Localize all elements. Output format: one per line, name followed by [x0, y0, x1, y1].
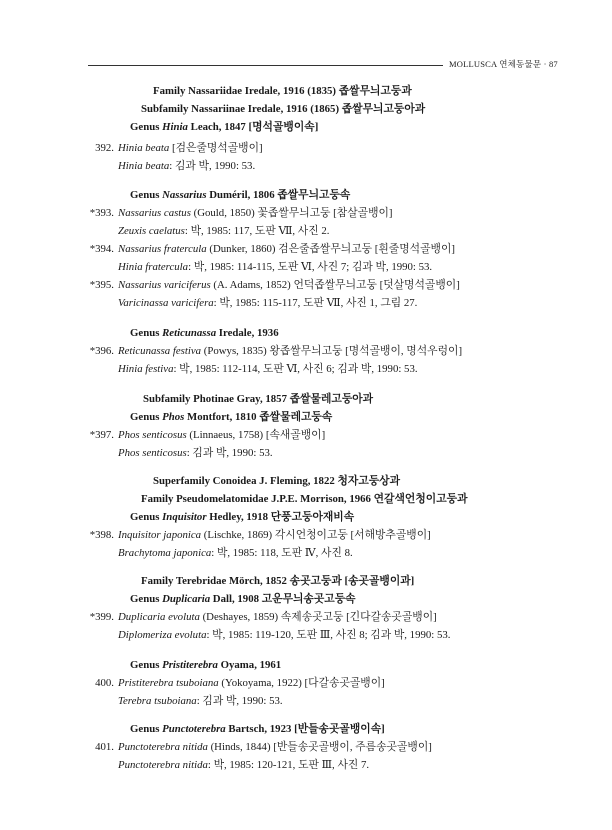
synonym-citation: : 박, 1985: 118, 도판 Ⅳ, 사진 8. [211, 547, 353, 559]
genus-name: Inquisitor [162, 511, 207, 523]
species-entry [118, 242, 455, 256]
genus-heading [130, 188, 350, 202]
synonym-name: Phos senticosus [118, 447, 187, 459]
genus-heading [130, 510, 354, 524]
species-details: (Dunker, 1860) 검은줄좁쌀무늬고둥 [흰줄명석골뱅이] [206, 243, 455, 255]
genus-authority: Duméril, 1806 [206, 189, 278, 201]
taxon-heading [143, 392, 373, 406]
species-details: (Hinds, 1844) [반들송곳골뱅이, 주름송곳골뱅이] [207, 741, 432, 753]
species-entry [118, 740, 432, 754]
genus-prefix: Genus [130, 189, 163, 201]
species-details: (A. Adams, 1852) 언덕좁쌀무늬고둥 [덧살명석골뱅이] [210, 279, 460, 291]
synonym-reference [118, 296, 417, 310]
species-name: Nassarius castus [118, 207, 191, 219]
genus-name: Pristiterebra [162, 659, 218, 671]
heading-text: Family Pseudomelatomidae J.P.E. Morrison, 1966 [141, 493, 374, 505]
species-name: Inquisitor japonica [118, 529, 202, 541]
taxon-heading [141, 492, 468, 506]
species-name: Nassarius fratercula [118, 243, 207, 255]
synonym-citation: : 김과 박, 1990: 53. [169, 160, 256, 172]
synonym-reference [118, 159, 255, 173]
species-details: (Powys, 1835) 왕좁쌀무늬고둥 [명석골뱅이, 명석우렁이] [201, 345, 463, 357]
species-details: [검은줄명석골뱅이] [169, 142, 263, 154]
entry-number: 401. [95, 741, 114, 753]
genus-heading [130, 120, 318, 134]
species-entry [118, 206, 393, 220]
heading-korean: 연갈색언청이고둥과 [373, 493, 468, 505]
species-entry [118, 141, 263, 155]
synonym-name: Varicinassa varicifera [118, 297, 214, 309]
heading-text: Family Terebridae Mörch, 1852 [141, 575, 290, 587]
species-name: Nassarius variciferus [118, 279, 211, 291]
heading-korean: 송곳고둥과 [송곳골뱅이과] [289, 575, 415, 587]
synonym-name: Zeuxis caelatus [118, 225, 185, 237]
entry-number: 400. [95, 677, 114, 689]
species-entry [118, 344, 462, 358]
genus-prefix: Genus [130, 659, 163, 671]
running-header: MOLLUSCA 연체동물문 · 87 [449, 59, 558, 69]
synonym-reference [118, 260, 432, 274]
taxon-heading [153, 84, 412, 98]
species-entry [118, 278, 460, 292]
genus-prefix: Genus [130, 511, 163, 523]
synonym-name: Hinia festiva [118, 363, 174, 375]
genus-prefix: Genus [130, 327, 163, 339]
genus-korean: 좁쌀무늬고둥속 [277, 189, 351, 201]
synonym-reference [118, 362, 418, 376]
entry-number: *395. [89, 279, 114, 291]
species-name: Punctoterebra nitida [118, 741, 208, 753]
species-name: Reticunassa festiva [118, 345, 202, 357]
genus-heading [130, 722, 385, 736]
genus-heading [130, 592, 356, 606]
genus-prefix: Genus [130, 593, 163, 605]
genus-prefix: Genus [130, 723, 163, 735]
synonym-citation: : 박, 1985: 112-114, 도판 Ⅵ, 사진 6; 김과 박, 1990: 53. [173, 363, 418, 375]
entry-number: *394. [89, 243, 114, 255]
synonym-reference [118, 446, 273, 460]
synonym-citation: : 박, 1985: 115-117, 도판 Ⅶ, 사진 1, 그림 27. [213, 297, 418, 309]
heading-korean: 좁쌀무늬고둥아과 [341, 103, 426, 115]
genus-korean: 고운무늬송곳고둥속 [261, 593, 356, 605]
species-entry [118, 610, 437, 624]
synonym-reference [118, 546, 353, 560]
synonym-reference [118, 224, 329, 238]
genus-authority: Leach, 1847 [187, 121, 249, 133]
genus-name: Reticunassa [162, 327, 217, 339]
synonym-citation: : 박, 1985: 119-120, 도판 Ⅲ, 사진 8; 김과 박, 1990: 53. [206, 629, 451, 641]
genus-name: Duplicaria [162, 593, 211, 605]
species-details: (Yokoyama, 1922) [다갈송곳골뱅이] [218, 677, 385, 689]
synonym-name: Brachytoma japonica [118, 547, 212, 559]
synonym-citation: : 박, 1985: 114-115, 도판 Ⅵ, 사진 7; 김과 박, 1990: 53. [188, 261, 433, 273]
genus-heading [130, 326, 279, 340]
heading-text: Subfamily Photinae Gray, 1857 [143, 393, 290, 405]
genus-name: Hinia [162, 121, 188, 133]
synonym-citation: : 김과 박, 1990: 53. [196, 695, 283, 707]
genus-korean: [명석골뱅이속] [248, 121, 319, 133]
synonym-name: Hinia beata [118, 160, 170, 172]
synonym-reference [118, 758, 369, 772]
species-details: (Linnaeus, 1758) [속새골뱅이] [186, 429, 326, 441]
heading-text: Superfamily Conoidea J. Fleming, 1822 [153, 475, 338, 487]
synonym-name: Terebra tsuboiana [118, 695, 197, 707]
entry-number: 392. [95, 142, 114, 154]
heading-text: Subfamily Nassariinae Iredale, 1916 (1865) [141, 103, 342, 115]
genus-korean: 단풍고둥아재비속 [270, 511, 355, 523]
synonym-reference [118, 694, 283, 708]
genus-korean: [반들송곳골뱅이속] [294, 723, 385, 735]
genus-heading [130, 410, 332, 424]
synonym-citation: : 박, 1985: 117, 도판 Ⅶ, 사진 2. [184, 225, 330, 237]
species-name: Hinia beata [118, 142, 170, 154]
heading-korean: 청자고둥상과 [337, 475, 401, 487]
taxon-heading [141, 102, 425, 116]
species-entry [118, 676, 385, 690]
genus-authority: Montfort, 1810 [184, 411, 260, 423]
genus-authority: Bartsch, 1923 [225, 723, 295, 735]
header-rule [88, 65, 443, 66]
taxon-heading [153, 474, 400, 488]
synonym-name: Hinia fratercula [118, 261, 189, 273]
entry-number: *393. [89, 207, 114, 219]
entry-number: *399. [89, 611, 114, 623]
entry-number: *396. [89, 345, 114, 357]
genus-prefix: Genus [130, 121, 163, 133]
synonym-name: Punctoterebra nitida [118, 759, 208, 771]
synonym-name: Diplomeriza evoluta [118, 629, 207, 641]
heading-text: Family Nassariidae Iredale, 1916 (1835) [153, 85, 339, 97]
species-details: (Gould, 1850) 꽃좁쌀무늬고둥 [참살골뱅이] [190, 207, 393, 219]
species-details: (Lischke, 1869) 각시언청이고둥 [서해방추골뱅이] [201, 529, 431, 541]
genus-authority: Hedley, 1918 [206, 511, 271, 523]
entry-number: *397. [89, 429, 114, 441]
species-name: Duplicaria evoluta [118, 611, 200, 623]
species-name: Phos senticosus [118, 429, 187, 441]
synonym-reference [118, 628, 450, 642]
genus-name: Phos [162, 411, 185, 423]
genus-name: Nassarius [162, 189, 207, 201]
genus-korean: 좁쌀물레고둥속 [259, 411, 333, 423]
synonym-citation: : 김과 박, 1990: 53. [186, 447, 273, 459]
taxon-heading [141, 574, 414, 588]
species-details: (Deshayes, 1859) 속제송곳고둥 [긴다갈송곳골뱅이] [199, 611, 437, 623]
genus-prefix: Genus [130, 411, 163, 423]
species-entry [118, 528, 431, 542]
species-entry [118, 428, 325, 442]
heading-korean: 좁쌀무늬고둥과 [338, 85, 412, 97]
genus-heading [130, 658, 281, 672]
genus-authority: Oyama, 1961 [217, 659, 282, 671]
synonym-citation: : 박, 1985: 120-121, 도판 Ⅲ, 사진 7. [207, 759, 370, 771]
genus-authority: Dall, 1908 [210, 593, 262, 605]
heading-korean: 좁쌀물레고둥아과 [289, 393, 374, 405]
genus-authority: Iredale, 1936 [216, 327, 279, 339]
genus-name: Punctoterebra [162, 723, 226, 735]
species-name: Pristiterebra tsuboiana [118, 677, 219, 689]
entry-number: *398. [89, 529, 114, 541]
